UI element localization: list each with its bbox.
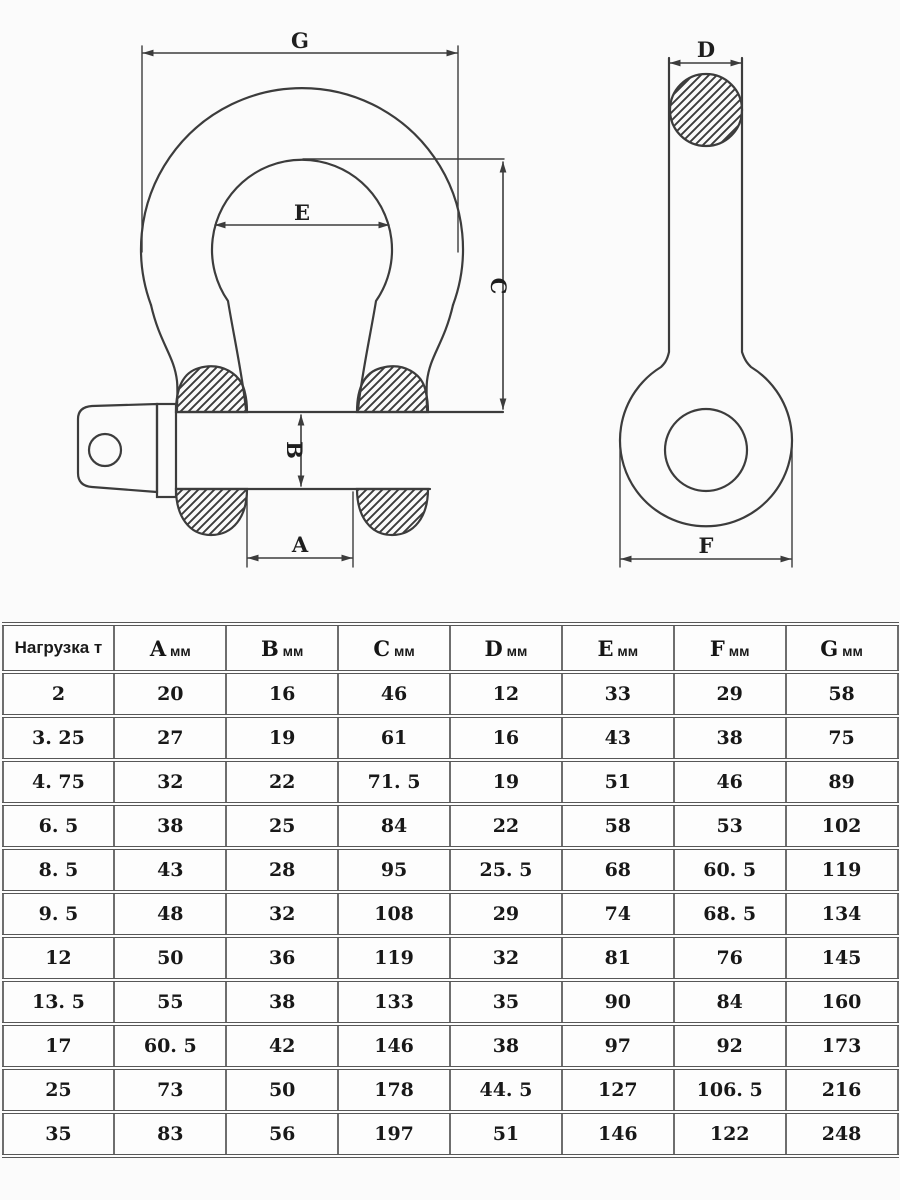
table-cell: 145 — [786, 936, 898, 980]
table-cell: 22 — [450, 804, 562, 848]
table-cell: 13. 5 — [3, 980, 115, 1024]
table-cell: 58 — [562, 804, 674, 848]
table-cell: 19 — [226, 716, 338, 760]
table-cell: 16 — [226, 672, 338, 716]
table-cell: 17 — [3, 1024, 115, 1068]
dim-label-E: E — [293, 200, 311, 225]
column-letter: D — [484, 635, 503, 661]
table-cell: 55 — [114, 980, 226, 1024]
table-cell: 3. 25 — [3, 716, 115, 760]
column-letter: B — [261, 635, 279, 661]
side-view-drawing — [620, 58, 792, 567]
table-header-row — [3, 624, 898, 672]
table-cell: 56 — [226, 1112, 338, 1156]
table-row — [3, 936, 898, 980]
table-cell: 27 — [114, 716, 226, 760]
column-letter: G — [820, 635, 839, 661]
table-cell: 97 — [562, 1024, 674, 1068]
table-cell: 25 — [3, 1068, 115, 1112]
column-letter: F — [709, 635, 725, 661]
table-cell: 216 — [786, 1068, 898, 1112]
bow-right-leg-outer — [427, 305, 453, 410]
table-cell: 32 — [226, 892, 338, 936]
dim-label-C: C — [486, 277, 511, 295]
table-cell: 12 — [450, 672, 562, 716]
table-cell: 9. 5 — [3, 892, 115, 936]
table-cell: 146 — [338, 1024, 450, 1068]
table-cell: 90 — [562, 980, 674, 1024]
front-view-dim-labels — [282, 28, 511, 557]
table-cell: 68 — [562, 848, 674, 892]
table-cell: 32 — [450, 936, 562, 980]
pin-boss-hatch-bottom-right — [357, 489, 428, 535]
table-cell: 106. 5 — [674, 1068, 786, 1112]
table-cell: 32 — [114, 760, 226, 804]
table-cell: 48 — [114, 892, 226, 936]
table-cell: 42 — [226, 1024, 338, 1068]
table-cell: 75 — [786, 716, 898, 760]
table-cell: 19 — [450, 760, 562, 804]
table-cell: 25. 5 — [450, 848, 562, 892]
table-cell: 46 — [338, 672, 450, 716]
table-cell: 29 — [674, 672, 786, 716]
dim-label-D: D — [696, 37, 716, 62]
side-eye-hole — [665, 409, 747, 491]
table-row — [3, 848, 898, 892]
table-cell: 2 — [3, 672, 115, 716]
table-row — [3, 1024, 898, 1068]
table-cell: 81 — [562, 936, 674, 980]
column-unit: мм — [278, 642, 304, 659]
table-cell: 44. 5 — [450, 1068, 562, 1112]
table-cell: 127 — [562, 1068, 674, 1112]
table-cell: 50 — [226, 1068, 338, 1112]
table-cell: 36 — [226, 936, 338, 980]
dimensions-table — [2, 622, 899, 1158]
table-row — [3, 760, 898, 804]
table-cell: 84 — [338, 804, 450, 848]
table-cell: 58 — [786, 672, 898, 716]
column-letter: E — [597, 635, 614, 661]
bow-left-leg-outer — [151, 305, 177, 410]
table-cell: 25 — [226, 804, 338, 848]
table-cell: 119 — [786, 848, 898, 892]
column-unit: мм — [166, 642, 191, 659]
column-unit: мм — [724, 642, 750, 659]
table-cell: 83 — [114, 1112, 226, 1156]
column-letter: C — [373, 635, 391, 661]
table-cell: 133 — [338, 980, 450, 1024]
dim-label-G: G — [291, 28, 309, 53]
table-cell: 119 — [338, 936, 450, 980]
table-row — [3, 1112, 898, 1156]
load-column-header: Нагрузка т — [3, 624, 115, 672]
column-letter: A — [149, 635, 167, 661]
column-header — [450, 624, 562, 672]
table-cell: 122 — [674, 1112, 786, 1156]
pin-boss-hatch-top-right — [357, 366, 428, 412]
table-cell: 60. 5 — [674, 848, 786, 892]
bow-outer-outline — [141, 88, 463, 305]
table-cell: 43 — [562, 716, 674, 760]
table-cell: 16 — [450, 716, 562, 760]
bow-inner-outline — [212, 160, 392, 410]
table-cell: 51 — [450, 1112, 562, 1156]
column-unit: мм — [390, 642, 415, 659]
table-cell: 35 — [3, 1112, 115, 1156]
table-cell: 33 — [562, 672, 674, 716]
table-cell: 74 — [562, 892, 674, 936]
table-cell: 4. 75 — [3, 760, 115, 804]
pin-boss-hatch-bottom-left — [176, 489, 247, 535]
table-cell: 20 — [114, 672, 226, 716]
table-cell: 146 — [562, 1112, 674, 1156]
table-body — [3, 672, 898, 1156]
table-cell: 22 — [226, 760, 338, 804]
dimensions-table-wrap — [0, 622, 900, 1158]
table-cell: 160 — [786, 980, 898, 1024]
table-cell: 12 — [3, 936, 115, 980]
column-header — [114, 624, 226, 672]
table-cell: 8. 5 — [3, 848, 115, 892]
table-cell: 248 — [786, 1112, 898, 1156]
table-cell: 60. 5 — [114, 1024, 226, 1068]
bow-section-hatch — [670, 74, 742, 146]
column-unit: мм — [838, 642, 863, 659]
column-header — [674, 624, 786, 672]
column-unit: мм — [613, 642, 639, 659]
pin-boss-hatch-top-left — [176, 366, 247, 412]
table-row — [3, 804, 898, 848]
table-cell: 178 — [338, 1068, 450, 1112]
table-cell: 102 — [786, 804, 898, 848]
dim-label-B: B — [282, 441, 307, 459]
table-cell: 173 — [786, 1024, 898, 1068]
dim-label-A: A — [291, 532, 309, 557]
table-cell: 29 — [450, 892, 562, 936]
table-cell: 61 — [338, 716, 450, 760]
table-cell: 53 — [674, 804, 786, 848]
table-cell: 197 — [338, 1112, 450, 1156]
table-cell: 68. 5 — [674, 892, 786, 936]
table-cell: 84 — [674, 980, 786, 1024]
table-cell: 50 — [114, 936, 226, 980]
table-cell: 89 — [786, 760, 898, 804]
table-cell: 28 — [226, 848, 338, 892]
table-row — [3, 1068, 898, 1112]
column-header — [226, 624, 338, 672]
table-cell: 38 — [226, 980, 338, 1024]
dim-label-F: F — [698, 533, 714, 558]
table-cell: 6. 5 — [3, 804, 115, 848]
column-header — [338, 624, 450, 672]
front-view-drawing — [78, 46, 504, 567]
column-header — [786, 624, 898, 672]
pin-head-hole — [89, 434, 121, 466]
table-cell: 108 — [338, 892, 450, 936]
table-cell: 38 — [674, 716, 786, 760]
table-cell: 38 — [450, 1024, 562, 1068]
table-cell: 43 — [114, 848, 226, 892]
column-unit: мм — [502, 642, 528, 659]
table-cell: 95 — [338, 848, 450, 892]
table-cell: 35 — [450, 980, 562, 1024]
table-cell: 73 — [114, 1068, 226, 1112]
table-row — [3, 980, 898, 1024]
pin-collar — [157, 404, 176, 497]
table-cell: 71. 5 — [338, 760, 450, 804]
table-row — [3, 716, 898, 760]
table-cell: 92 — [674, 1024, 786, 1068]
table-cell: 51 — [562, 760, 674, 804]
column-header — [562, 624, 674, 672]
table-row — [3, 892, 898, 936]
table-cell: 38 — [114, 804, 226, 848]
table-cell: 134 — [786, 892, 898, 936]
table-cell: 46 — [674, 760, 786, 804]
table-row — [3, 672, 898, 716]
table-cell: 76 — [674, 936, 786, 980]
